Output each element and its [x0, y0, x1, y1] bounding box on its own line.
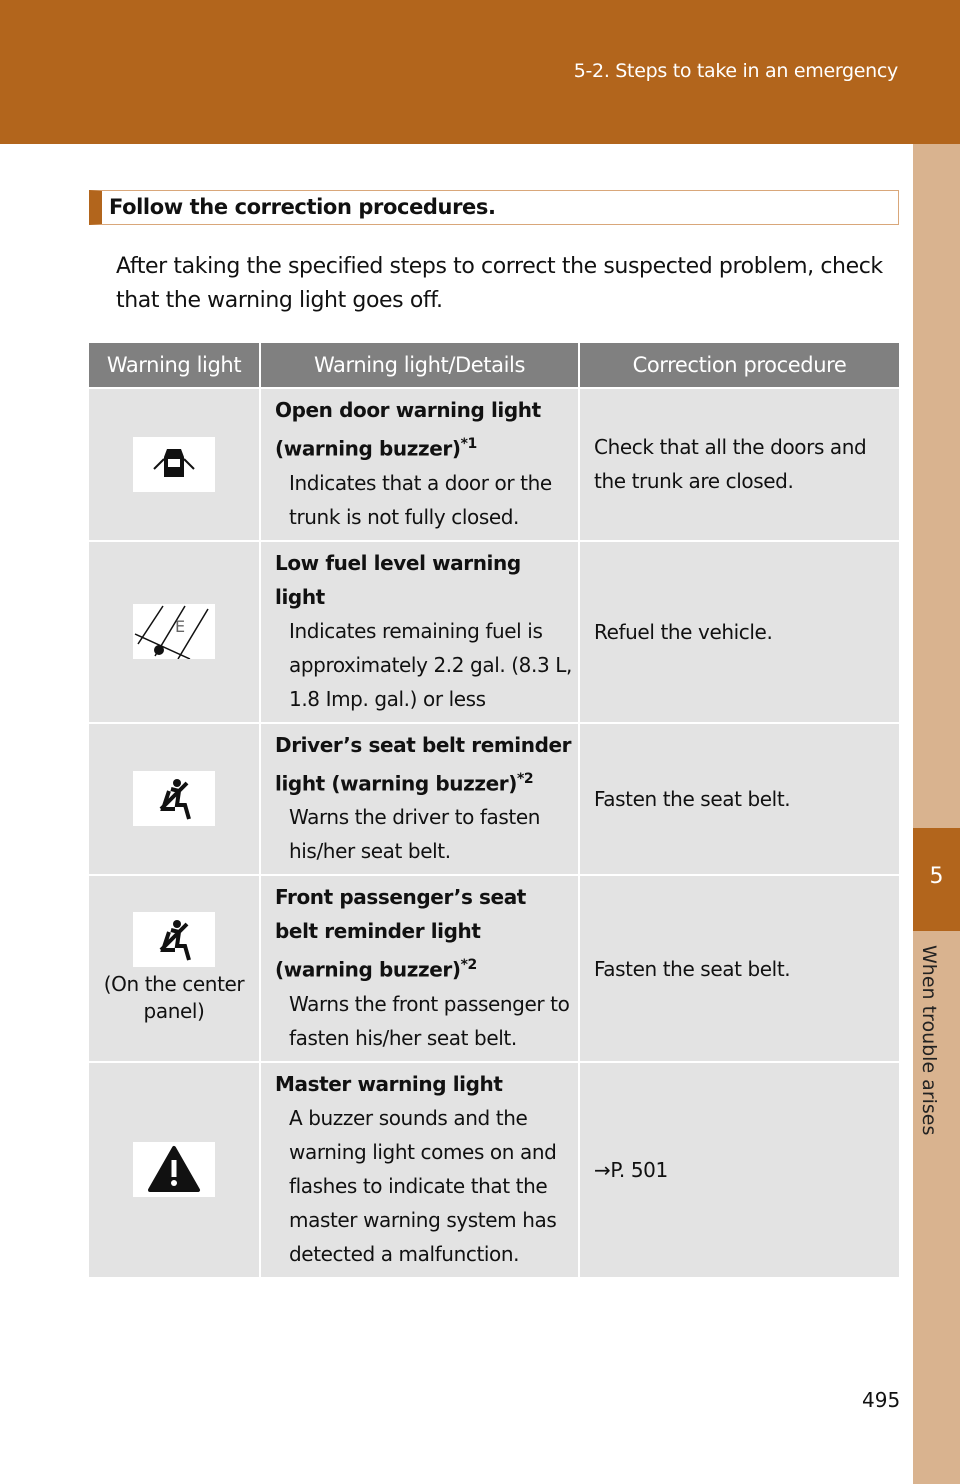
fuel-gauge-icon [133, 604, 215, 659]
footnote-ref: *2 [460, 957, 477, 974]
chapter-label: When trouble arises [918, 945, 940, 1136]
light-title: Driver’s seat belt reminder light (warning buzzer) [275, 732, 572, 796]
table-row [89, 388, 899, 541]
side-tab-bar [913, 144, 960, 1484]
light-title: Open door warning light (warning buzzer) [275, 398, 541, 461]
section-title: Follow the correction procedures. [89, 190, 899, 225]
seat-belt-icon [133, 912, 215, 967]
table-row [89, 875, 899, 1062]
correction: Refuel the vehicle. [579, 541, 899, 723]
light-details: A buzzer sounds and the warning light comes on and flashes to indicate that the master warning system has detected a malfunction. [289, 1105, 557, 1266]
light-title: Low fuel level warning light [275, 550, 521, 609]
table-row [89, 723, 899, 876]
icon-note: (On the center panel) [103, 972, 245, 1024]
warning-table [89, 343, 899, 1277]
light-title: Front passenger’s seat belt reminder light (warning buzzer) [275, 885, 526, 982]
table-row [89, 1062, 899, 1277]
svg-text:E: E [175, 617, 185, 637]
light-details: Indicates remaining fuel is approximately 2.2 gal. (8.3 L, 1.8 Imp. gal.) or less [289, 618, 572, 711]
footnote-ref: *1 [460, 436, 477, 452]
intro-text: After taking the specified steps to correct the suspected problem, check that the warning light goes off. [116, 254, 883, 313]
section-heading: 5-2. Steps to take in an emergency [573, 60, 898, 82]
light-details: Warns the driver to fasten his/her seat belt. [289, 805, 541, 864]
page-header [0, 0, 960, 144]
col-header: Correction procedure [579, 343, 899, 388]
correction: Fasten the seat belt. [579, 875, 899, 1062]
table-header [89, 343, 899, 388]
light-title: Master warning light [275, 1071, 503, 1096]
table-row [89, 541, 899, 723]
master-warning-icon [133, 1142, 215, 1197]
col-header: Warning light/Details [260, 343, 579, 388]
correction: Check that all the doors and the trunk are closed. [579, 388, 899, 541]
correction: Fasten the seat belt. [579, 723, 899, 876]
chapter-tab[interactable]: 5 [913, 828, 960, 931]
light-details: Warns the front passenger to fasten his/her seat belt. [289, 991, 570, 1050]
page-number: 495 [862, 1388, 901, 1412]
col-header: Warning light [89, 343, 260, 388]
light-details: Indicates that a door or the trunk is not fully closed. [289, 470, 552, 529]
footnote-ref: *2 [516, 770, 534, 787]
seat-belt-icon [133, 771, 215, 826]
open-door-icon [133, 437, 215, 492]
page-reference-link[interactable]: →P. 501 [579, 1062, 899, 1277]
